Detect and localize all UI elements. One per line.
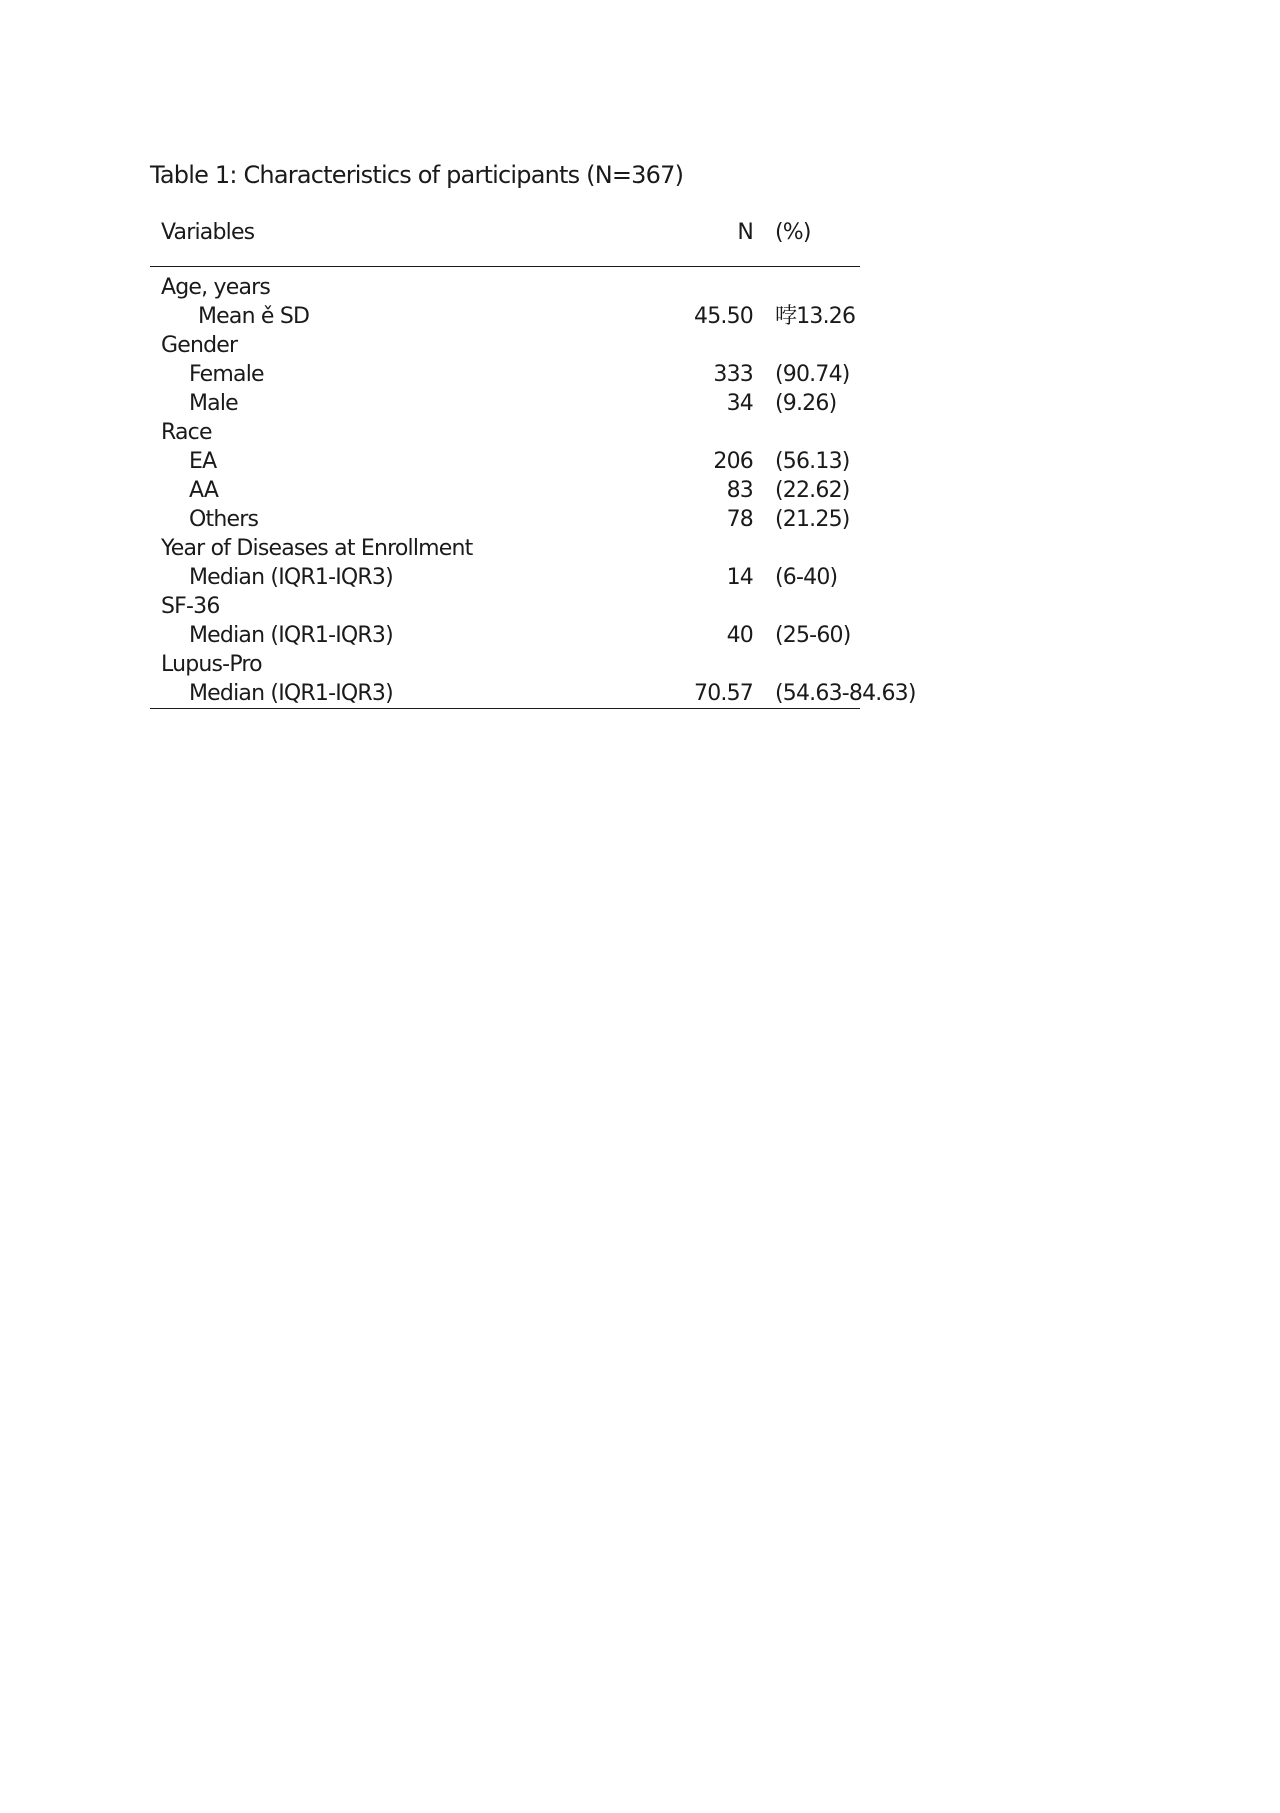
row-n-value: 45.50 <box>694 304 753 329</box>
header-variables: Variables <box>161 220 255 245</box>
row-label: Male <box>189 391 238 416</box>
table-row <box>150 447 860 476</box>
row-n-value: 83 <box>726 478 753 503</box>
row-label: Female <box>189 362 264 387</box>
table-row <box>150 621 860 650</box>
row-n-value: 14 <box>726 565 753 590</box>
row-percent-value <box>775 650 860 679</box>
row-percent-value <box>775 418 860 447</box>
row-percent-value: (6-40) <box>775 565 838 590</box>
row-n-value <box>640 418 775 447</box>
row-n-value <box>640 267 775 303</box>
table-row <box>150 360 860 389</box>
table-header-row <box>150 216 860 267</box>
row-n-value: 40 <box>726 623 753 648</box>
row-percent-value: (56.13) <box>775 449 850 474</box>
table-row <box>150 592 860 621</box>
row-n-value: 78 <box>726 507 753 532</box>
row-group-label: Age, years <box>161 275 271 300</box>
row-percent-value <box>775 267 860 303</box>
table-caption: Table 1: Characteristics of participants (N=367) <box>150 161 684 189</box>
row-group-label: Race <box>161 420 212 445</box>
row-label: Mean ě SD <box>198 304 310 329</box>
table-row <box>150 389 860 418</box>
row-percent-value <box>775 592 860 621</box>
table-body <box>150 267 916 709</box>
table-row <box>150 650 860 679</box>
row-n-value <box>640 650 775 679</box>
row-group-label: Year of Diseases at Enrollment <box>161 536 473 561</box>
row-percent-value: (90.74) <box>775 362 850 387</box>
row-n-value <box>640 534 775 563</box>
table-row <box>150 267 860 303</box>
row-group-label: SF-36 <box>161 594 220 619</box>
row-percent-value <box>775 331 860 360</box>
table-row <box>150 563 860 592</box>
row-percent-value <box>775 534 860 563</box>
row-label: Median (IQR1-IQR3) <box>189 565 393 590</box>
row-percent-value: (21.25) <box>775 507 850 532</box>
row-percent-value: (25-60) <box>775 623 851 648</box>
table-row <box>150 505 860 534</box>
row-n-value: 333 <box>713 362 753 387</box>
table-row <box>150 679 860 709</box>
row-n-value: 206 <box>713 449 753 474</box>
row-n-value: 34 <box>726 391 753 416</box>
document-page <box>150 160 916 709</box>
characteristics-table <box>150 216 916 709</box>
row-n-value <box>640 331 775 360</box>
row-n-value: 70.57 <box>694 681 753 706</box>
table-row <box>150 331 860 360</box>
table-row <box>150 418 860 447</box>
row-percent-value: 哱13.26 <box>775 304 856 329</box>
row-label: Median (IQR1-IQR3) <box>189 623 393 648</box>
row-label: AA <box>189 478 219 503</box>
row-label: Median (IQR1-IQR3) <box>189 681 393 706</box>
table-row <box>150 534 860 563</box>
header-n: N <box>737 220 753 245</box>
row-percent-value: (54.63-84.63) <box>775 681 916 706</box>
table-row <box>150 476 860 505</box>
row-group-label: Lupus-Pro <box>161 652 262 677</box>
row-percent-value: (22.62) <box>775 478 850 503</box>
header-percent: (%) <box>775 220 811 245</box>
row-group-label: Gender <box>161 333 238 358</box>
row-n-value <box>640 592 775 621</box>
row-label: Others <box>189 507 259 532</box>
row-label: EA <box>189 449 217 474</box>
row-percent-value: (9.26) <box>775 391 837 416</box>
table-row <box>150 302 860 331</box>
